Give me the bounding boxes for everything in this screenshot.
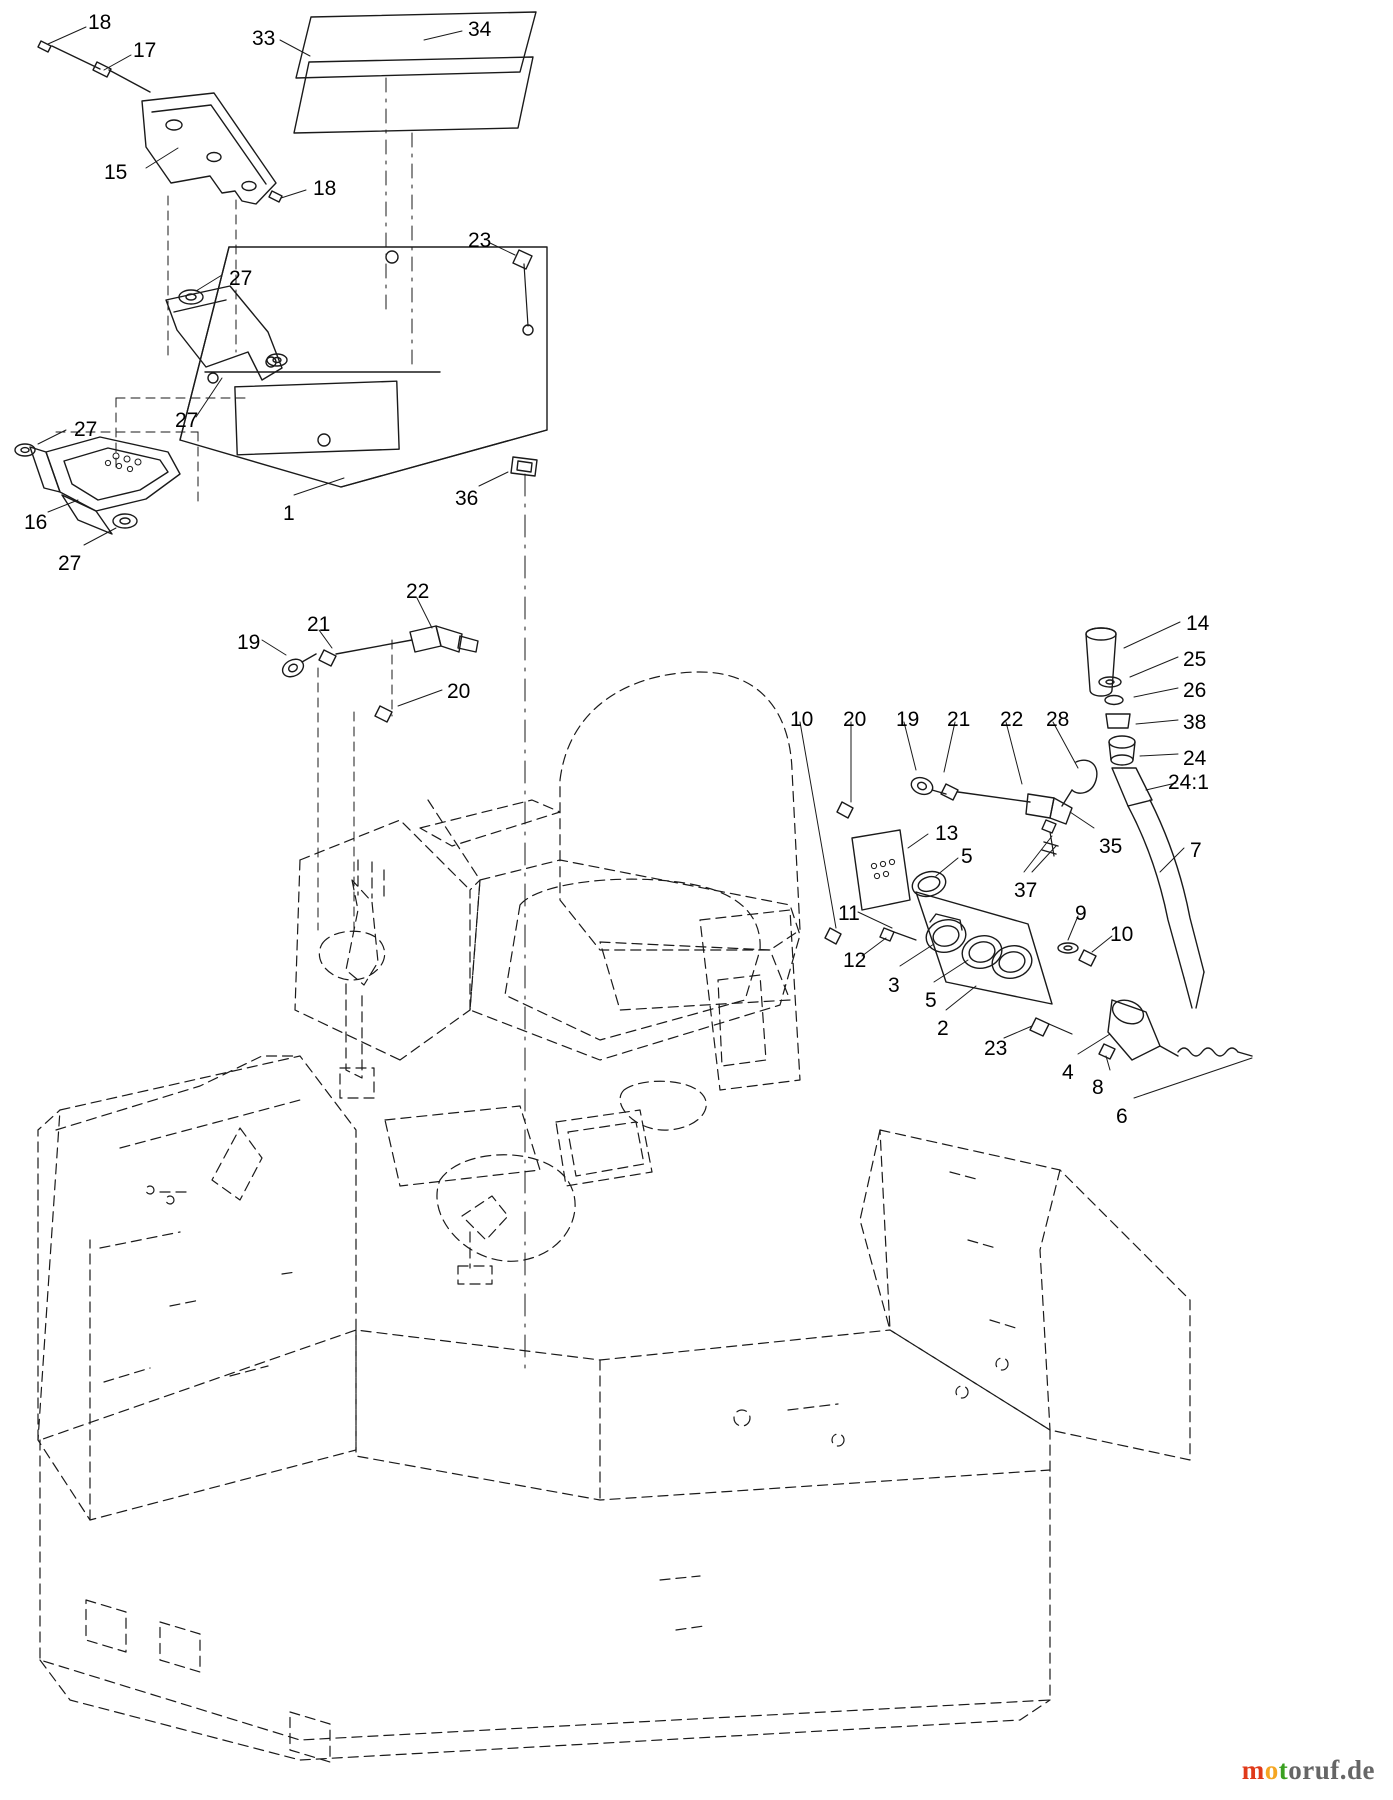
callout-20-right: 20 <box>843 708 867 731</box>
watermark-motoruf <box>1242 1755 1375 1786</box>
callout-27-upper: 27 <box>229 267 253 290</box>
callout-11: 11 <box>838 902 860 925</box>
callout-37: 37 <box>1014 879 1038 902</box>
callout-21-right: 21 <box>947 708 971 731</box>
callout-36: 36 <box>455 487 479 510</box>
callout-14: 14 <box>1186 612 1210 635</box>
callout-34: 34 <box>468 18 492 41</box>
callout-10-right-lower: 10 <box>1110 923 1134 946</box>
callout-38: 38 <box>1183 711 1207 734</box>
callout-9: 9 <box>1075 902 1087 925</box>
watermark-letter-m: m <box>1241 1755 1265 1785</box>
callout-7: 7 <box>1190 839 1202 862</box>
callout-26: 26 <box>1183 679 1207 702</box>
callout-2: 2 <box>937 1017 949 1040</box>
callout-17: 17 <box>133 39 157 62</box>
callout-27-left: 27 <box>74 418 98 441</box>
callout-24: 24 <box>1183 747 1207 770</box>
callout-15: 15 <box>104 161 128 184</box>
callout-35: 35 <box>1099 835 1123 858</box>
callout-13: 13 <box>935 822 959 845</box>
callout-28: 28 <box>1046 708 1070 731</box>
watermark-letter-t: t <box>1278 1755 1289 1785</box>
callout-8: 8 <box>1092 1076 1104 1099</box>
callout-21-left: 21 <box>307 613 331 636</box>
callout-5-upper: 5 <box>961 845 973 868</box>
callout-3: 3 <box>888 974 900 997</box>
callout-18-top: 18 <box>88 11 112 34</box>
callout-4: 4 <box>1062 1061 1074 1084</box>
callout-24-1: 24:1 <box>1168 771 1209 794</box>
callout-22-left: 22 <box>406 580 430 603</box>
callout-22-right: 22 <box>1000 708 1024 731</box>
callout-19-left: 19 <box>237 631 261 654</box>
callout-10-right-top: 10 <box>790 708 814 731</box>
callout-23-right: 23 <box>984 1037 1008 1060</box>
callout-5-lower: 5 <box>925 989 937 1012</box>
callout-1: 1 <box>283 502 295 525</box>
callout-25: 25 <box>1183 648 1207 671</box>
callout-12: 12 <box>843 949 867 972</box>
callout-20-left: 20 <box>447 680 471 703</box>
watermark-letter-o: o <box>1264 1755 1279 1785</box>
callout-19-right: 19 <box>896 708 920 731</box>
callout-16: 16 <box>24 511 48 534</box>
callout-23-top: 23 <box>468 229 492 252</box>
callout-6: 6 <box>1116 1105 1128 1128</box>
callout-27-lower: 27 <box>58 552 82 575</box>
callout-27-mid: 27 <box>175 409 199 432</box>
watermark-text-rest: oruf.de <box>1288 1755 1375 1785</box>
callout-18-bottom: 18 <box>313 177 337 200</box>
callout-33: 33 <box>252 27 276 50</box>
